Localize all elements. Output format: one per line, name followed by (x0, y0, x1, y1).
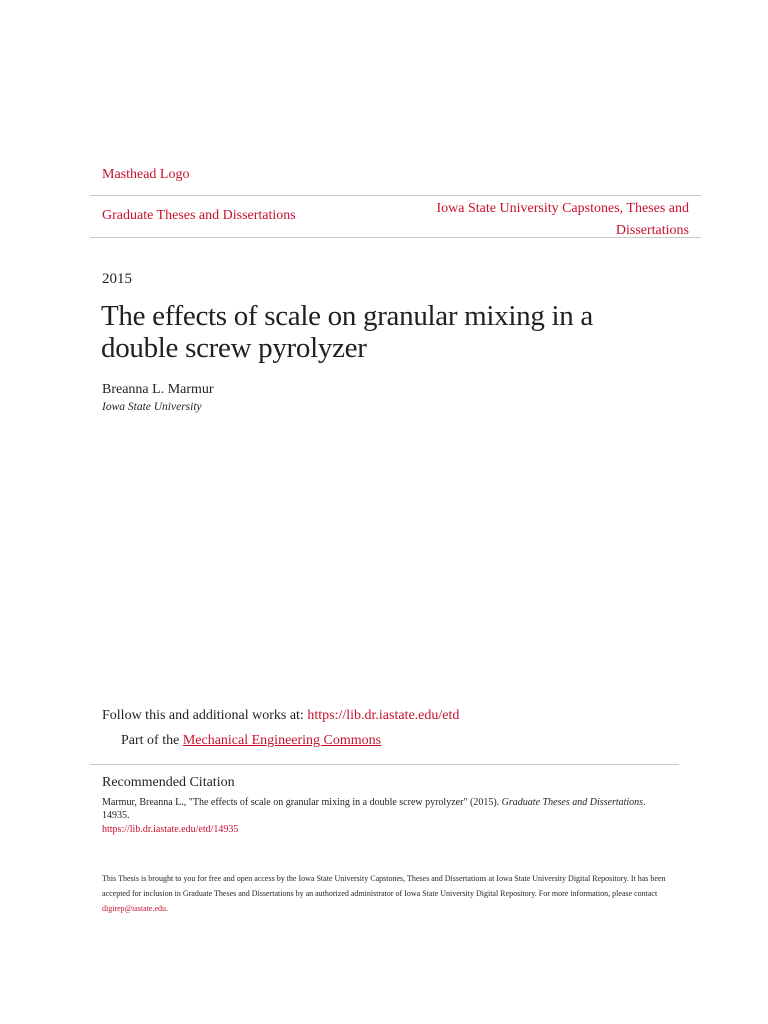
disclaimer-end: . (166, 904, 169, 913)
citation-series-end: . (643, 797, 646, 808)
citation-text: Marmur, Breanna L., "The effects of scale on granular mixing in a double screw pyrolyzer" (2015). (102, 797, 502, 808)
masthead-logo-link[interactable]: Masthead Logo (102, 167, 190, 182)
author-name: Breanna L. Marmur (102, 382, 214, 397)
header-top-divider (90, 195, 701, 196)
part-of-line (121, 732, 381, 750)
header-bottom-divider (90, 237, 701, 238)
graduate-theses-link[interactable]: Graduate Theses and Dissertations (102, 208, 296, 223)
access-disclaimer (102, 871, 672, 916)
author-affiliation: Iowa State University (102, 401, 202, 413)
recommended-citation-heading: Recommended Citation (102, 775, 235, 790)
citation-block (102, 796, 662, 836)
capstones-collection-link[interactable]: Iowa State University Capstones, Theses and Dissertations (436, 201, 689, 238)
citation-url-link[interactable]: https://lib.dr.iastate.edu/etd/14935 (102, 824, 239, 835)
part-of-label: Part of the (121, 733, 183, 748)
etd-repository-link[interactable]: https://lib.dr.iastate.edu/etd (307, 708, 460, 723)
contact-email-link[interactable]: digirep@iastate.edu (102, 904, 167, 913)
follow-line (102, 707, 459, 725)
mechanical-engineering-commons-link[interactable]: Mechanical Engineering Commons (182, 733, 382, 748)
disclaimer-text: This Thesis is brought to you for free and open access by the Iowa State University Capstones, Theses and Dissertations at Iowa State University Digital Repository. It has been accepted for inclusion in Graduate Theses and Dissertations by an authorized administrator of Iowa State University Digital Repository. For more information, please contact (102, 874, 666, 898)
publication-year: 2015 (102, 271, 132, 287)
document-title: The effects of scale on granular mixing in a double screw pyrolyzer (101, 300, 593, 364)
citation-series: Graduate Theses and Dissertations (501, 797, 644, 808)
citation-divider (90, 764, 679, 765)
follow-label: Follow this and additional works at: (102, 708, 308, 723)
citation-number: 14935. (102, 810, 130, 821)
